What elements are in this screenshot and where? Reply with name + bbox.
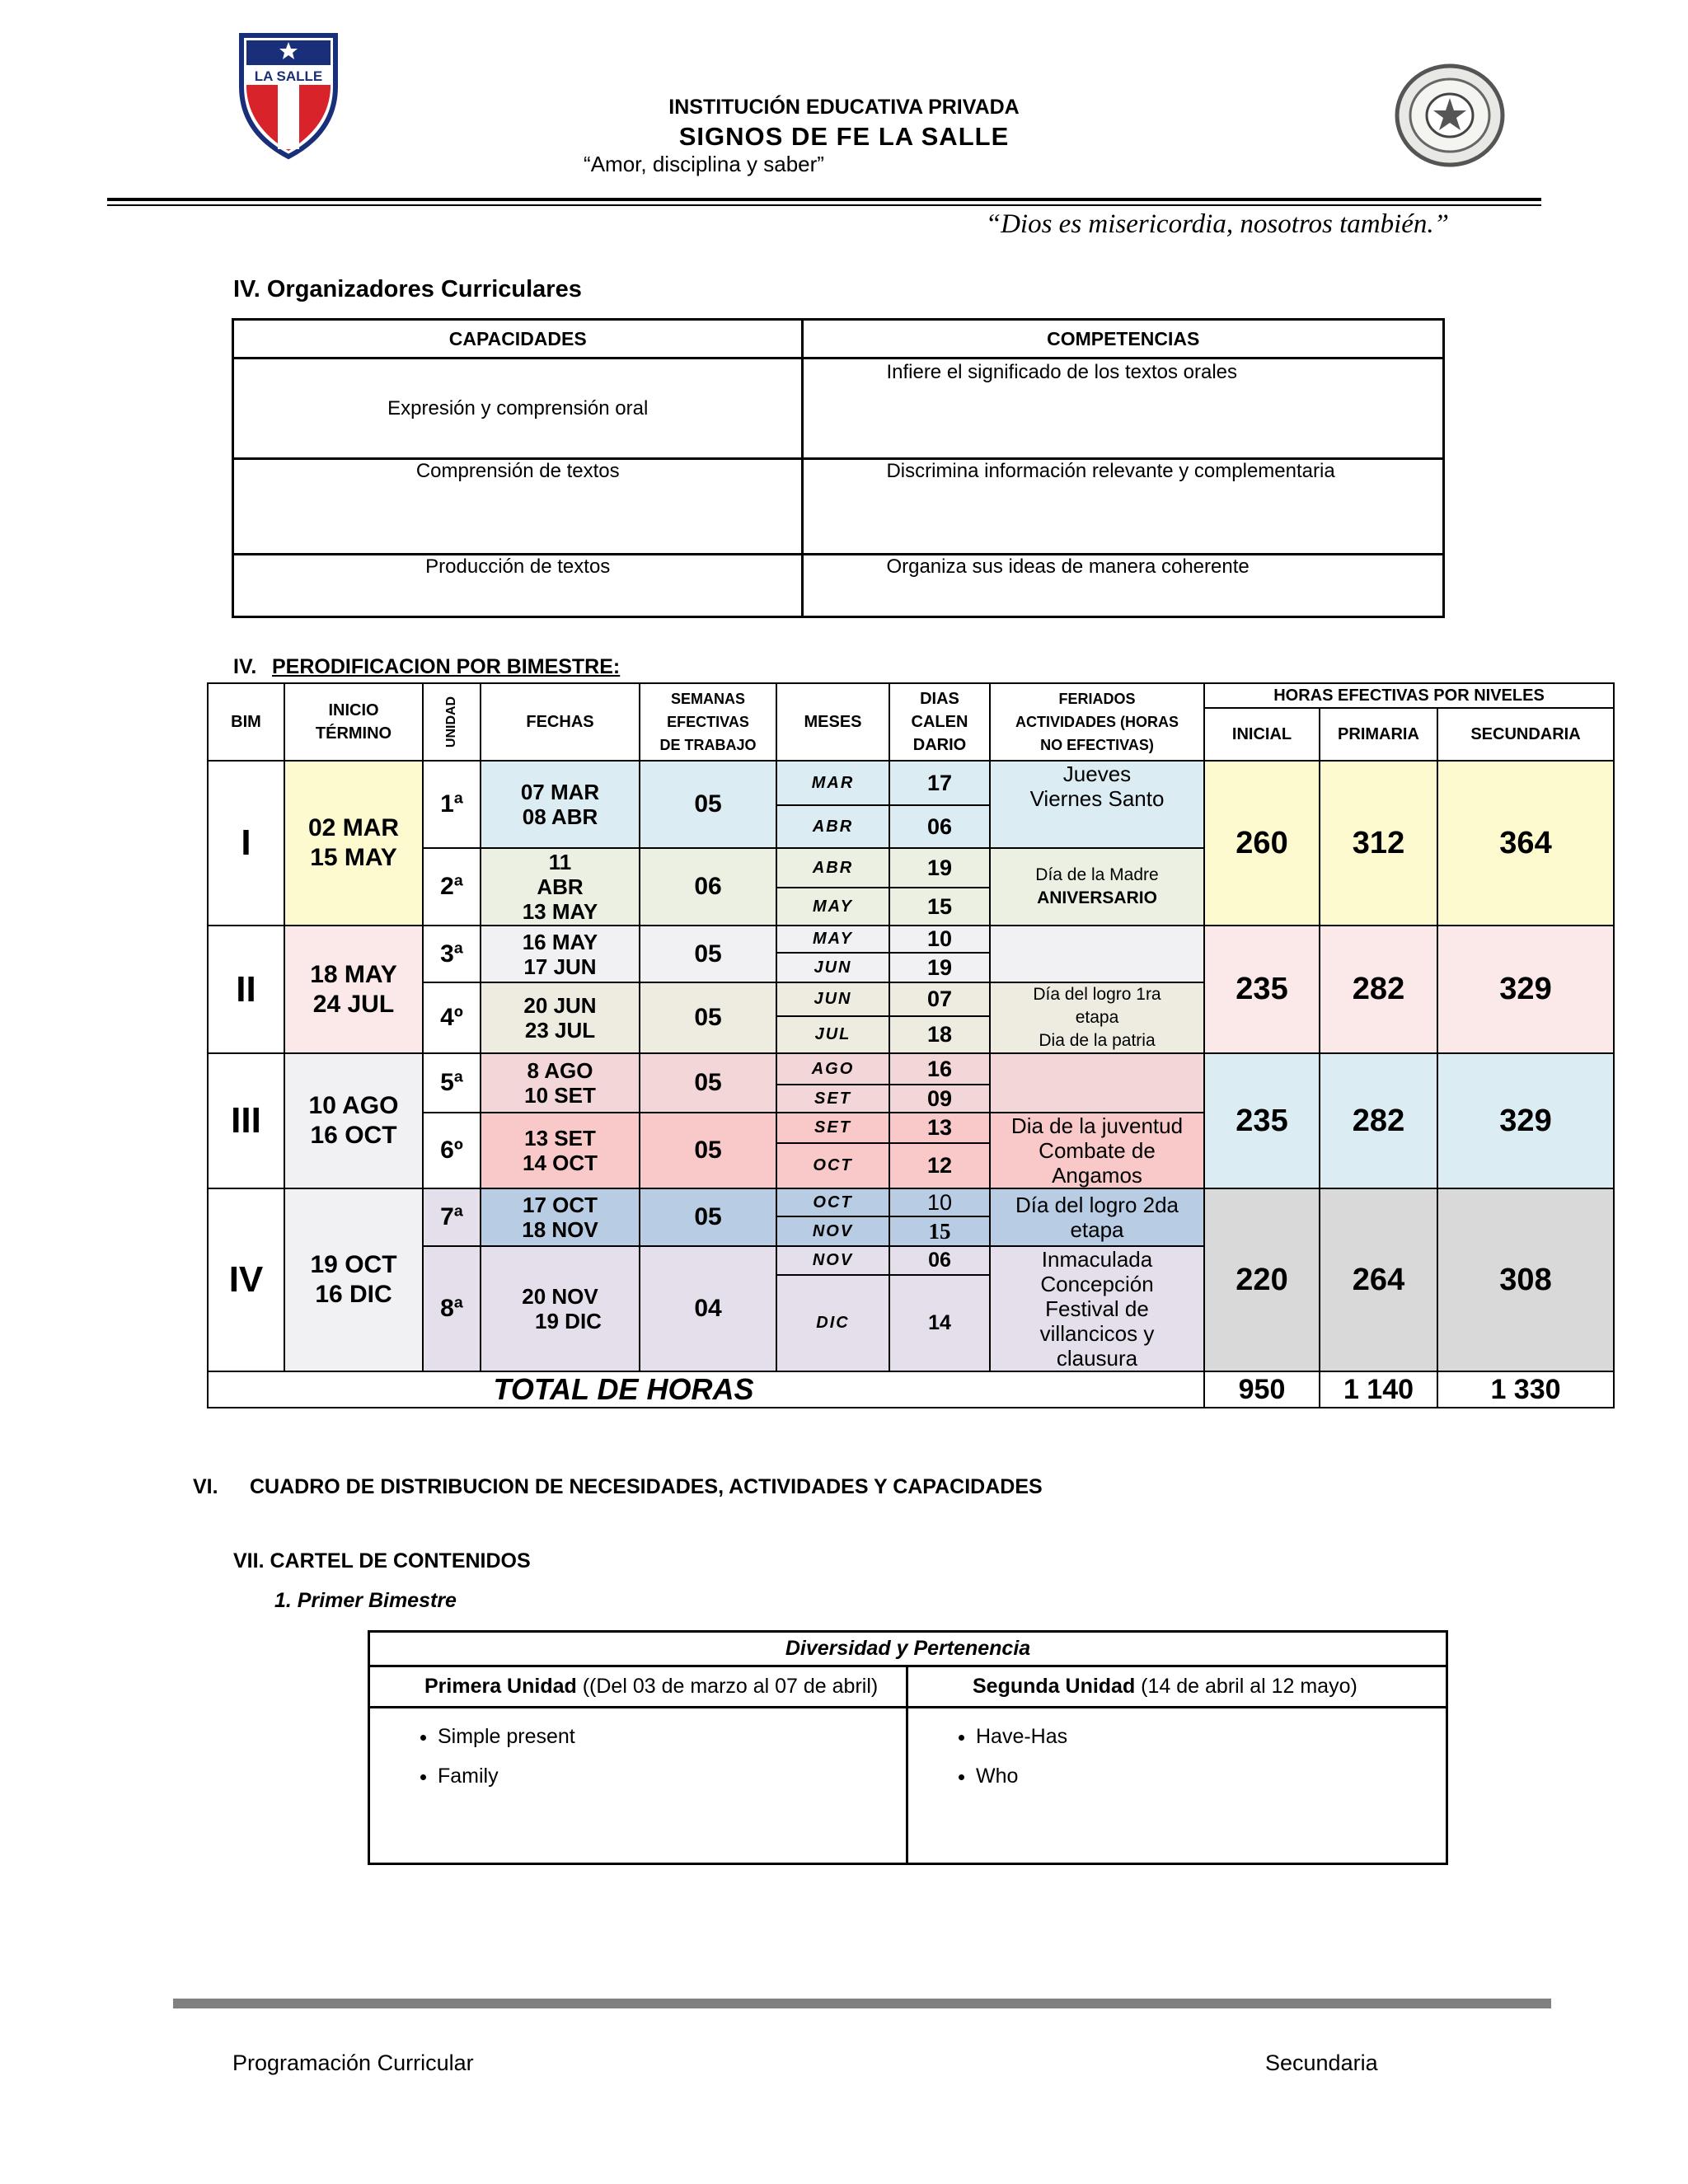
dias-cell: 10 [889, 926, 990, 953]
header-inicial: INICIAL [1204, 708, 1320, 761]
total-inicial: 950 [1204, 1371, 1320, 1408]
semanas-cell: 05 [640, 761, 776, 848]
header-horas-efectivas: HORAS EFECTIVAS POR NIVELES [1204, 683, 1614, 708]
section-organizadores-title: IV. Organizadores Curriculares [233, 276, 582, 302]
dias-cell: 06 [889, 1246, 990, 1275]
feriados-cell-empty [990, 926, 1204, 982]
horas-primaria-cell: 282 [1320, 926, 1437, 1053]
horas-secundaria-cell: 308 [1437, 1188, 1614, 1371]
footer-left-text: Programación Curricular [232, 2050, 474, 2075]
unidad-2-header: Segunda Unidad (14 de abril al 12 mayo) [907, 1666, 1447, 1708]
feriados-cell: Inmaculada Concepción Festival de villancicos y clausura [990, 1246, 1204, 1371]
horas-inicial-cell: 235 [1204, 926, 1320, 1053]
institution-motto: “Amor, disciplina y saber” [584, 152, 824, 176]
list-item: • Simple present [438, 1717, 896, 1756]
fechas-cell: 11 ABR 13 MAY [481, 848, 640, 926]
cartel-contenidos-table [368, 1630, 1448, 1865]
horas-primaria-cell: 264 [1320, 1188, 1437, 1371]
unidad-cell: 7ª [423, 1188, 481, 1246]
dias-cell: 19 [889, 953, 990, 982]
fechas-cell: 8 AGO 10 SET [481, 1053, 640, 1113]
mes-cell: OCT [776, 1188, 889, 1216]
fechas-cell: 07 MAR 08 ABR [481, 761, 640, 848]
bimestre-dates: 19 OCT 16 DIC [284, 1188, 423, 1371]
list-item: • Who [976, 1756, 1436, 1796]
dias-cell: 16 [889, 1053, 990, 1085]
horas-secundaria-cell: 329 [1437, 1053, 1614, 1188]
total-secundaria: 1 330 [1437, 1371, 1614, 1408]
unidad-cell: 4º [423, 982, 481, 1053]
bimestre-cell: IV [208, 1188, 284, 1371]
dias-cell: 09 [889, 1085, 990, 1113]
header-unidad: UNIDAD [423, 683, 481, 761]
dias-cell: 12 [889, 1143, 990, 1188]
header-secundaria: SECUNDARIA [1437, 708, 1614, 761]
dias-cell: 10 [889, 1188, 990, 1216]
horas-primaria-cell: 282 [1320, 1053, 1437, 1188]
header-dias: DIAS CALEN DARIO [889, 683, 990, 761]
bimestre-dates: 02 MAR 15 MAY [284, 761, 423, 926]
dias-cell: 13 [889, 1113, 990, 1143]
dias-cell: 15 [889, 888, 990, 926]
institution-name: SIGNOS DE FE LA SALLE [678, 122, 1010, 151]
dias-cell: 17 [889, 761, 990, 805]
feriados-cell: Día del logro 2da etapa [990, 1188, 1204, 1246]
mes-cell: MAY [776, 888, 889, 926]
horas-inicial-cell: 235 [1204, 1053, 1320, 1188]
feriados-cell: Día del logro 1ra etapa Dia de la patria [990, 982, 1204, 1053]
unidad-cell: 2ª [423, 848, 481, 926]
dias-cell: 14 [889, 1275, 990, 1371]
total-horas-label: TOTAL DE HORAS [208, 1371, 1204, 1408]
horas-inicial-cell: 260 [1204, 761, 1320, 926]
footer-right-text: Secundaria [1265, 2050, 1378, 2075]
section-vi-title: CUADRO DE DISTRIBUCION DE NECESIDADES, ACTIVIDADES Y CAPACIDADES [250, 1475, 1043, 1498]
svg-text:LA SALLE: LA SALLE [254, 68, 323, 84]
semanas-cell: 05 [640, 926, 776, 982]
bimestre-cell: I [208, 761, 284, 926]
horas-inicial-cell: 220 [1204, 1188, 1320, 1371]
capacidad-cell: Producción de textos [233, 555, 803, 617]
feriados-cell: Jueves Viernes Santo [990, 761, 1204, 848]
mes-cell: SET [776, 1085, 889, 1113]
mes-cell: JUN [776, 953, 889, 982]
unidad-cell: 6º [423, 1113, 481, 1188]
bimestre-cell: III [208, 1053, 284, 1188]
capacidad-cell: Comprensión de textos [233, 459, 803, 555]
dias-cell: 15 [889, 1216, 990, 1246]
fechas-cell: 20 JUN 23 JUL [481, 982, 640, 1053]
primer-bimestre-heading: 1. Primer Bimestre [274, 1589, 457, 1612]
header-feriados: FERIADOS ACTIVIDADES (HORAS NO EFECTIVAS) [990, 683, 1204, 761]
total-primaria: 1 140 [1320, 1371, 1437, 1408]
section-vi-number: VI. [193, 1475, 218, 1498]
fechas-cell: 20 NOV 19 DIC [481, 1246, 640, 1371]
header-capacidades: CAPACIDADES [233, 320, 803, 359]
competencia-cell: Infiere el significado de los textos orales [803, 359, 1444, 459]
dias-cell: 07 [889, 982, 990, 1016]
unidad-1-header: Primera Unidad ((Del 03 de marzo al 07 de abril) [369, 1666, 907, 1708]
bimestre-dates: 18 MAY 24 JUL [284, 926, 423, 1053]
fechas-cell: 17 OCT 18 NOV [481, 1188, 640, 1246]
semanas-cell: 04 [640, 1246, 776, 1371]
mes-cell: AGO [776, 1053, 889, 1085]
theme-title: Diversidad y Pertenencia [369, 1632, 1447, 1666]
dias-cell: 19 [889, 848, 990, 888]
mes-cell: DIC [776, 1275, 889, 1371]
mes-cell: NOV [776, 1216, 889, 1246]
header-fechas: FECHAS [481, 683, 640, 761]
bimestre-dates: 10 AGO 16 OCT [284, 1053, 423, 1188]
feriados-cell: Dia de la juventud Combate de Angamos [990, 1113, 1204, 1188]
competencia-cell: Organiza sus ideas de manera coherente [803, 555, 1444, 617]
unidad-cell: 8ª [423, 1246, 481, 1371]
section-periodificacion-number: IV. [233, 655, 257, 678]
semanas-cell: 05 [640, 982, 776, 1053]
mes-cell: SET [776, 1113, 889, 1143]
header-meses: MESES [776, 683, 889, 761]
mes-cell: OCT [776, 1143, 889, 1188]
section-vii-title: VII. CARTEL DE CONTENIDOS [233, 1549, 531, 1572]
list-item: • Have-Has [976, 1717, 1436, 1756]
unidad-cell: 5ª [423, 1053, 481, 1113]
organizadores-table [232, 318, 1445, 618]
unidad-cell: 1ª [423, 761, 481, 848]
header-divider [107, 198, 1541, 201]
mes-cell: NOV [776, 1246, 889, 1275]
fechas-cell: 16 MAY 17 JUN [481, 926, 640, 982]
horas-secundaria-cell: 364 [1437, 761, 1614, 926]
mes-cell: JUL [776, 1016, 889, 1053]
semanas-cell: 05 [640, 1113, 776, 1188]
header-quote: “Dios es misericordia, nosotros también.” [985, 209, 1449, 239]
header-competencias: COMPETENCIAS [803, 320, 1444, 359]
periodificacion-table [207, 682, 1615, 1408]
semanas-cell: 06 [640, 848, 776, 926]
section-periodificacion-title: PERODIFICACION POR BIMESTRE: [272, 655, 621, 678]
mes-cell: ABR [776, 848, 889, 888]
unidad-cell: 3ª [423, 926, 481, 982]
dias-cell: 18 [889, 1016, 990, 1053]
feriados-cell-empty [990, 1053, 1204, 1113]
bimestre-cell: II [208, 926, 284, 1053]
semanas-cell: 05 [640, 1188, 776, 1246]
header-inicio-termino: INICIO TÉRMINO [284, 683, 423, 761]
horas-secundaria-cell: 329 [1437, 926, 1614, 1053]
header-divider-thin [107, 204, 1541, 206]
capacidad-cell: Expresión y comprensión oral [233, 359, 803, 459]
unidad-1-contents [369, 1708, 907, 1864]
dias-cell: 06 [889, 805, 990, 848]
mes-cell: ABR [776, 805, 889, 848]
list-item: • Family [438, 1756, 896, 1796]
mes-cell: JUN [776, 982, 889, 1016]
competencia-cell: Discrimina información relevante y complementaria [803, 459, 1444, 555]
fechas-cell: 13 SET 14 OCT [481, 1113, 640, 1188]
mes-cell: MAY [776, 926, 889, 953]
unidad-2-contents [907, 1708, 1447, 1864]
mes-cell: MAR [776, 761, 889, 805]
semanas-cell: 05 [640, 1053, 776, 1113]
horas-primaria-cell: 312 [1320, 761, 1437, 926]
footer-divider [173, 1999, 1551, 2008]
header-primaria: PRIMARIA [1320, 708, 1437, 761]
header-semanas: SEMANAS EFECTIVAS DE TRABAJO [640, 683, 776, 761]
header-bim: BIM [208, 683, 284, 761]
feriados-cell: Día de la Madre ANIVERSARIO [990, 848, 1204, 926]
institution-label: INSTITUCIÓN EDUCATIVA PRIVADA [668, 96, 1020, 119]
